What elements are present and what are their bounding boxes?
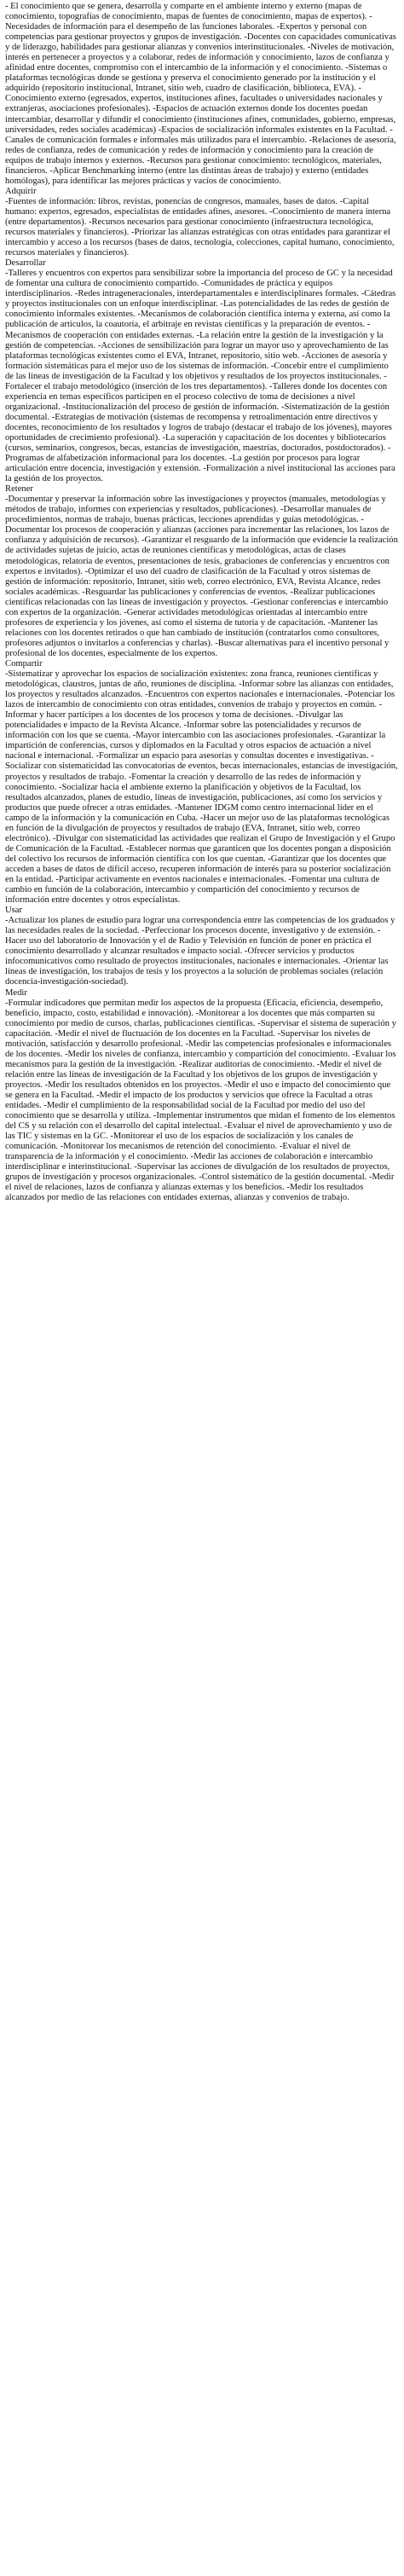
- section-medir: [5, 988, 398, 1204]
- section-adquirir: [5, 187, 398, 258]
- section-paragraph: -Sistematizar y aprovechar los espacios de socialización existentes: zona franca, reuniones científicas y metodológicas, claustros, juntas de año, reuniones de disciplina. -Informar sobre las alianzas con entidades, los proyectos y resultados alcanzados. -Encuentros con expertos nacionales e internacionales. -Potenciar los lazos de intercambio de conocimiento con otras entidades, convenios de trabajo y proyectos en común. -Informar y hacer partícipes a los docentes de los procesos y toma de decisiones. -Divulgar las potencialidades e impacto de la Revista Alcance. -Informar sobre las potencialidades y recursos de información con los que se cuenta. -Mayor intercambio con las asociaciones profesionales. -Garantizar la impartición de conferencias, cursos y diplomados en la Facultad y otros espacios de actuación a nivel nacional e internacional. -Formalizar un espacio para asesorías y consultas docentes e investigativas. -Socializar con sistematicidad las convocatorias de eventos, becas internacionales, estancias de investigación, proyectos y resultados de trabajo. -Fomentar la creación y desarrollo de las redes de información y conocimiento. -Socializar hacia el ambiente externo la planificación y objetivos de la Facultad, los resultados alcanzados, planes de estudio, líneas de investigación, publicaciones, así como los servicios y productos que puede ofrecer a otras entidades. -Mantener IDGM como centro internacional líder en el campo de la información y la comunicación en Cuba. -Hacer un mejor uso de las plataformas tecnológicas en función de la divulgación de proyectos y resultados de trabajo (EVA, Intranet, sitio web, correo electrónico). -Divulgar con sistematicidad las actividades que realizan el Grupo de Investigación y el Grupo de Comunicación de la Facultad. -Establecer normas que garanticen que los docentes pongan a disposición del colectivo los recursos de información científica con los que cuentan. -Garantizar que los docentes que acceden a bases de datos de difícil acceso, recuperen información de interés para su posterior socialización en la entidad. -Participar activamente en eventos nacionales e internacionales. -Fomentar una cultura de cambio en función de la colaboración, intercambio y compartición del conocimiento y recursos de información entre docentes y otros especialistas.: [5, 669, 398, 906]
- section-retener: [5, 484, 398, 659]
- section-paragraph: -Talleres y encuentros con expertos para sensibilizar sobre la importancia del proceso de GC y la necesidad de fomentar una cultura de conocimiento compartido. -Comunidades de práctica y equipos interdisciplinarios. -Redes intrageneracionales, interdepartamentales e interdisciplinares formales. -Cátedras y proyectos institucionales con un enfoque interdisciplinar. -Las potencialidades de las redes de gestión de conocimiento informales existentes. -Mecanismos de colaboración científica interna y externa, así como la publicación de artículos, la coautoría, el arbitraje en revistas científicas y la preparación de eventos. -Mecanismos de cooperación con entidades externas. -La relación entre la gestión de la investigación y la gestión de competencias. -Acciones de sensibilización para lograr un mayor uso y aprovechamiento de las plataformas tecnológicas existentes como el EVA, Intranet, repositorio, sitio web. -Acciones de asesoría y formación sistemáticas para el mejor uso de los sistemas de información. -Concebir entre el cumplimiento de las líneas de investigación de la Facultad y los objetivos y resultados de los proyectos institucionales. -Fortalecer el trabajo metodológico (inserción de los tres departamentos). -Talleres donde los docentes con experiencia en temas específicos participen en el proceso colectivo de toma de decisiones a nivel organizacional. -Institucionalización del proceso de gestión de información. -Sistematización de la gestión documental. -Estrategias de motivación (sistemas de recompensa y retroalimentación entre directivos y docentes, reconocimiento de los resultados y logros de trabajo (destacar el trabajo de los jóvenes), mayores oportunidades de crecimiento profesional). -La superación y capacitación de los docentes y bibliotecarios (cursos, seminarios, congresos, becas, estancias de investigación, maestrías, doctorados, postdoctorados). -Programas de alfabetización informacional para los docentes. -La gestión por procesos para lograr articulación entre docencia, investigación y extensión. -Formalización a nivel institucional las acciones para la gestión de los proyectos.: [5, 269, 396, 484]
- section-compartir: [5, 659, 398, 906]
- section-paragraph: -Documentar y preservar la información sobre las investigaciones y proyectos (manuales, metodologías y métodos de trabajo, informes con experiencias y resultados, publicaciones). -Desarrollar manuales de procedimientos, normas de trabajo, buenas prácticas, lecciones aprendidas y guías metodológicas. -Documentar los procesos de cooperación y alianzas (acciones para incrementar las relaciones, los lazos de confianza y adquisición de recursos). -Garantizar el resguardo de la información que evidencie la realización de actividades sujetas de juicio, actas de reuniones científicas y metodológicas, actas de clases metodológicas, relatoría de eventos, presentaciones de tesis, grabaciones de conferencias y encuentros con expertos e invitados). -Optimizar el uso del cuadro de clasificación de la Facultad y otros sistemas de gestión de información: repositorio, Intranet, sitio web, correo electrónico, EVA, Revista Alcance, redes sociales académicas. -Resguardar las publicaciones y conferencias de eventos. -Realizar publicaciones científicas relacionadas con las líneas de investigación y proyectos. -Gestionar conferencias e intercambio con expertos de la organización. -Generar actividades metodológicas orientadas al intercambio entre profesores de experiencia y los jóvenes, así como el sistema de tutoría y de capacitación. -Mantener las relaciones con los docentes retirados o que han cambiado de institución (contratarlos como consultores, profesores adjuntos o invitarlos a conferencias y charlas). -Buscar alternativas para el incentivo personal y profesional de los docentes, especialmente de los expertos.: [5, 495, 398, 658]
- section-paragraph: -Formular indicadores que permitan medir los aspectos de la propuesta (Eficacia, eficiencia, desempeño, beneficio, impacto, costo, estabilidad e innovación). -Monitorear a los docentes que más comparten su conocimiento por medio de cursos, charlas, publicaciones científicas. -Supervisar el sistema de superación y capacitación. -Medir el nivel de fluctuación de los docentes en la Facultad. -Supervisar los niveles de motivación, satisfacción y desarrollo profesional. -Medir las competencias profesionales e informacionales de los docentes. -Medir los niveles de confianza, intercambio y compartición del conocimiento. -Evaluar los mecanismos para la gestión de la investigación. -Realizar auditorías de conocimiento. -Medir el nivel de relación entre las líneas de investigación de la Facultad y los objetivos de los grupos de investigación y proyectos. -Medir los resultados obtenidos en los proyectos. -Medir el uso e impacto del conocimiento que se genera en la Facultad. -Medir el impacto de los productos y servicios que ofrece la Facultad a otras entidades. -Medir el cumplimiento de la responsabilidad social de la Facultad por medio del uso del conocimiento que se desarrolla y utiliza. -Implementar instrumentos que midan el fomento de los elementos del CS y su relación con el desarrollo del capital intelectual. -Evaluar el nivel de aprovechamiento y uso de las TIC y sistemas en la GC. -Monitorear el uso de los espacios de socialización y los canales de comunicación. -Monitorear los mecanismos de retención del conocimiento. -Evaluar el nivel de transparencia de la información y el conocimiento. -Medir las acciones de colaboración e intercambio interdisciplinar e interinstitucional. -Supervisar las acciones de divulgación de los resultados de proyectos, grupos de investigación y procesos organizacionales. -Control sistemático de la gestión documental. -Medir el nivel de relaciones, lazos de confianza y alianzas externas y los beneficios. -Medir los resultados alcanzados por medio de las relaciones con entidades externas, alianzas y convenios de trabajo.: [5, 998, 396, 1203]
- section-heading: Compartir: [5, 659, 43, 669]
- section-desarrollar: [5, 258, 398, 484]
- section-paragraph: -Actualizar los planes de estudio para lograr una correspondencia entre las competencias de los graduados y las necesidades reales de la sociedad. -Perfeccionar los procesos docente, investigativo y de extensión. -Hacer uso del laboratorio de Innovación y el de Radio y Televisión en función de poner en práctica el conocimiento desarrollado y alcanzar resultados e impacto social. -Ofrecer servicios y productos infocomunicativos como resultado de proyectos institucionales, nacionales e internacionales. -Orientar las líneas de investigación, los trabajos de tesis y los proyectos a la solución de problemas sociales (relación docencia-investigación-sociedad).: [5, 916, 395, 987]
- section-usar: [5, 906, 398, 987]
- document-body: [0, 0, 404, 1203]
- section-paragraph: -Fuentes de información: libros, revistas, ponencias de congresos, manuales, bases de datos. -Capital humano: expertos, egresados, especialistas de entidades afines, asesores. -Conocimiento de manera interna (entre departamentos). -Recursos necesarios para gestionar conocimiento (infraestructura tecnológica, recursos materiales y financieros). -Priorizar las alianzas estratégicas con otras entidades para garantizar el intercambio y acceso a los recursos (bases de datos, tecnología, colecciones, capital humano, conocimiento, recursos materiales y financieros).: [5, 196, 395, 258]
- section-paragraph: - El conocimiento que se genera, desarrolla y comparte en el ambiente interno y externo (mapas de conocimiento, topografías de conocimiento, mapas de fuentes de conocimiento, mapas de expertos). -Necesidades de información para el desempeño de las funciones laborales. -Expertos y personal con competencias para gestionar proyectos y grupos de investigación. -Docentes con capacidades comunicativas y de liderazgo, habilidades para gestionar alianzas y convenios interinstitucionales. -Niveles de motivación, interés en pertenecer a proyectos y a colaborar, redes de información y conocimiento, lazos de confianza y afinidad entre docentes, compromiso con el intercambio de la información y el conocimiento. -Sistemas o plataformas tecnológicas donde se gestiona y preserva el conocimiento generado por la institución y el adquirido (repositorio institucional, Intranet, sitio web, cuadro de clasificación, biblioteca, EVA). -Conocimiento externo (egresados, expertos, instituciones afines, facultades o universidades nacionales y extranjeras, asociaciones profesionales). -Espacios de actuación externos donde los docentes puedan intercambiar, desarrollar y difundir el conocimiento (instituciones afines, comunidades, gobierno, empresas, universidades, redes sociales académicas) -Espacios de socialización informales existentes en la Facultad. -Canales de comunicación formales e informales más utilizados para el intercambio. -Relaciones de asesoría, redes de confianza, redes de comunicación y redes de información y conocimiento para la creación de equipos de trabajo internos y externos. -Recursos para gestionar conocimiento: tecnológicos, materiales, financieros. -Aplicar Benchmarking interno (entre las distintas áreas de trabajo) y externo (entidades homólogas), para identificar las mejores prácticas y vacíos de conocimiento.: [5, 2, 396, 186]
- section-heading: Usar: [5, 906, 23, 916]
- section-heading: Desarrollar: [5, 258, 46, 269]
- section-identificar: [5, 2, 398, 187]
- section-heading: Retener: [5, 484, 33, 495]
- section-heading: Medir: [5, 987, 27, 998]
- section-heading: Adquirir: [5, 186, 37, 196]
